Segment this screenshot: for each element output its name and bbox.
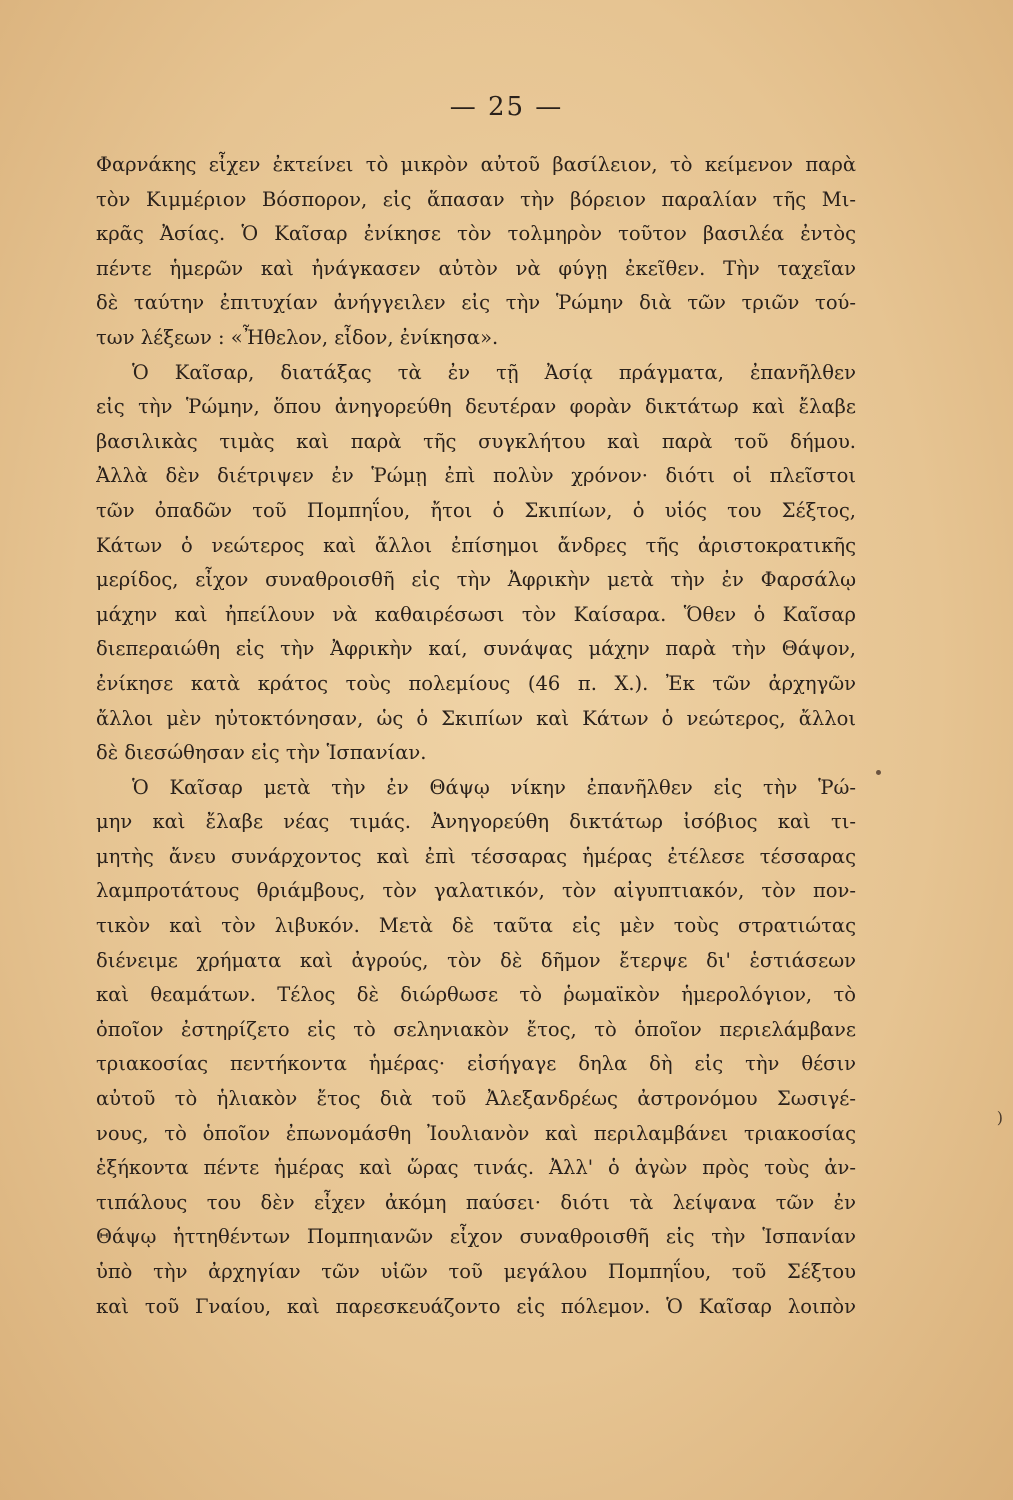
text-line: βασιλικὰς τιμὰς καὶ παρὰ τῆς συγκλήτου καὶ παρὰ τοῦ δήμου. (96, 429, 856, 453)
text-line: εἰς τὴν Ῥώμην, ὅπου ἀνηγορεύθη δευτέραν φορὰν δικτάτωρ καὶ ἔλαβε (96, 395, 856, 419)
text-line: μην καὶ ἔλαβε νέας τιμάς. Ἀνηγορεύθη δικτάτωρ ἰσόβιος καὶ τι- (96, 810, 856, 834)
text-line: δὲ διεσώθησαν εἰς τὴν Ἱσπανίαν. (96, 741, 427, 765)
page-edge-mark: ) (996, 1108, 1003, 1127)
text-line: Φαρνάκης εἶχεν ἐκτείνει τὸ μικρὸν αὐτοῦ βασίλειον, τὸ κείμενον παρὰ (96, 153, 856, 176)
text-line: Κάτων ὁ νεώτερος καὶ ἄλλοι ἐπίσημοι ἄνδρες τῆς ἀριστοκρατικῆς (96, 533, 856, 557)
text-line: τικὸν καὶ τὸν λιβυκόν. Μετὰ δὲ ταῦτα εἰς μὲν τοὺς στρατιώτας (96, 914, 856, 938)
ink-speck (876, 770, 881, 775)
text-line: λαμπροτάτους θριάμβους, τὸν γαλατικόν, τὸν αἰγυπτιακόν, τὸν πον- (96, 879, 856, 903)
text-line: Ἀλλὰ δὲν διέτριψεν ἐν Ῥώμῃ ἐπὶ πολὺν χρόνον· διότι οἱ πλεῖστοι (96, 464, 856, 488)
text-line: τῶν ὀπαδῶν τοῦ Πομπηΐου, ἤτοι ὁ Σκιπίων, ὁ υἱός του Σέξτος, (96, 498, 856, 522)
text-line: ὑπὸ τὴν ἀρχηγίαν τῶν υἱῶν τοῦ μεγάλου Πομπηΐου, τοῦ Σέξτου (96, 1260, 856, 1283)
paragraph-first-line: Ὁ Καῖσαρ, διατάξας τὰ ἐν τῇ Ἀσίᾳ πράγματα, ἐπανῆλθεν (132, 360, 856, 384)
text-line: αὐτοῦ τὸ ἡλιακὸν ἔτος διὰ τοῦ Ἀλεξανδρέως ἀστρονόμου Σωσιγέ- (96, 1087, 856, 1111)
text-line: ἑξήκοντα πέντε ἡμέρας καὶ ὥρας τινάς. Ἀλλ' ὁ ἀγὼν πρὸς τοὺς ἀν- (96, 1156, 856, 1180)
text-line: νους, τὸ ὁποῖον ἐπωνομάσθη Ἰουλιανὸν καὶ περιλαμβάνει τριακοσίας (96, 1121, 856, 1145)
text-line: καὶ θεαμάτων. Τέλος δὲ διώρθωσε τὸ ῥωμαϊκὸν ἡμερολόγιον, τὸ (96, 983, 856, 1007)
text-line: πέντε ἡμερῶν καὶ ἠνάγκασεν αὐτὸν νὰ φύγῃ ἐκεῖθεν. Τὴν ταχεῖαν (96, 256, 856, 280)
text-line: δὲ ταύτην ἐπιτυχίαν ἀνήγγειλεν εἰς τὴν Ῥώμην διὰ τῶν τριῶν τού- (96, 291, 856, 315)
text-line: τιπάλους του δὲν εἶχεν ἀκόμη παύσει· διότι τὰ λείψανα τῶν ἐν (96, 1190, 856, 1214)
text-line: Θάψῳ ἡττηθέντων Πομπηιανῶν εἶχον συναθροισθῆ εἰς τὴν Ἱσπανίαν (96, 1225, 856, 1249)
text-line: ἄλλοι μὲν ηὐτοκτόνησαν, ὡς ὁ Σκιπίων καὶ Κάτων ὁ νεώτερος, ἄλλοι (96, 706, 856, 730)
text-line: διεπεραιώθη εἰς τὴν Ἀφρικὴν καί, συνάψας μάχην παρὰ τὴν Θάψον, (96, 637, 856, 661)
text-line: των λέξεων : «Ἦθελον, εἶδον, ἐνίκησα». (96, 325, 499, 349)
text-line: ὁποῖον ἐστηρίζετο εἰς τὸ σεληνιακὸν ἔτος, τὸ ὁποῖον περιελάμβανε (96, 1017, 856, 1041)
text-line: μάχην καὶ ἠπείλουν νὰ καθαιρέσωσι τὸν Καίσαρα. Ὅθεν ὁ Καῖσαρ (96, 602, 856, 626)
body-text (96, 148, 856, 1324)
text-line: καὶ τοῦ Γναίου, καὶ παρεσκευάζοντο εἰς πόλεμον. Ὁ Καῖσαρ λοιπὸν (96, 1294, 856, 1318)
page-number: — 25 — (449, 92, 564, 122)
text-line: διένειμε χρήματα καὶ ἀγρούς, τὸν δὲ δῆμον ἔτερψε δι' ἑστιάσεων (96, 948, 856, 972)
text-line: κρᾶς Ἀσίας. Ὁ Καῖσαρ ἐνίκησε τὸν τολμηρὸν τοῦτον βασιλέα ἐντὸς (96, 222, 856, 246)
text-line: τριακοσίας πεντήκοντα ἡμέρας· εἰσήγαγε δηλα δὴ εἰς τὴν θέσιν (96, 1052, 856, 1076)
text-line: τὸν Κιμμέριον Βόσπορον, εἰς ἅπασαν τὴν βόρειον παραλίαν τῆς Μι- (96, 187, 856, 211)
text-line: ἐνίκησε κατὰ κράτος τοὺς πολεμίους (46 π. Χ.). Ἐκ τῶν ἀρχηγῶν (96, 671, 856, 695)
paragraph-first-line: Ὁ Καῖσαρ μετὰ τὴν ἐν Θάψῳ νίκην ἐπανῆλθεν εἰς τὴν Ῥώ- (132, 775, 856, 799)
text-line: μητὴς ἄνευ συνάρχοντος καὶ ἐπὶ τέσσαρας ἡμέρας ἐτέλεσε τέσσαρας (96, 844, 856, 868)
text-line: μερίδος, εἶχον συναθροισθῆ εἰς τὴν Ἀφρικὴν μετὰ τὴν ἐν Φαρσάλῳ (96, 568, 856, 592)
